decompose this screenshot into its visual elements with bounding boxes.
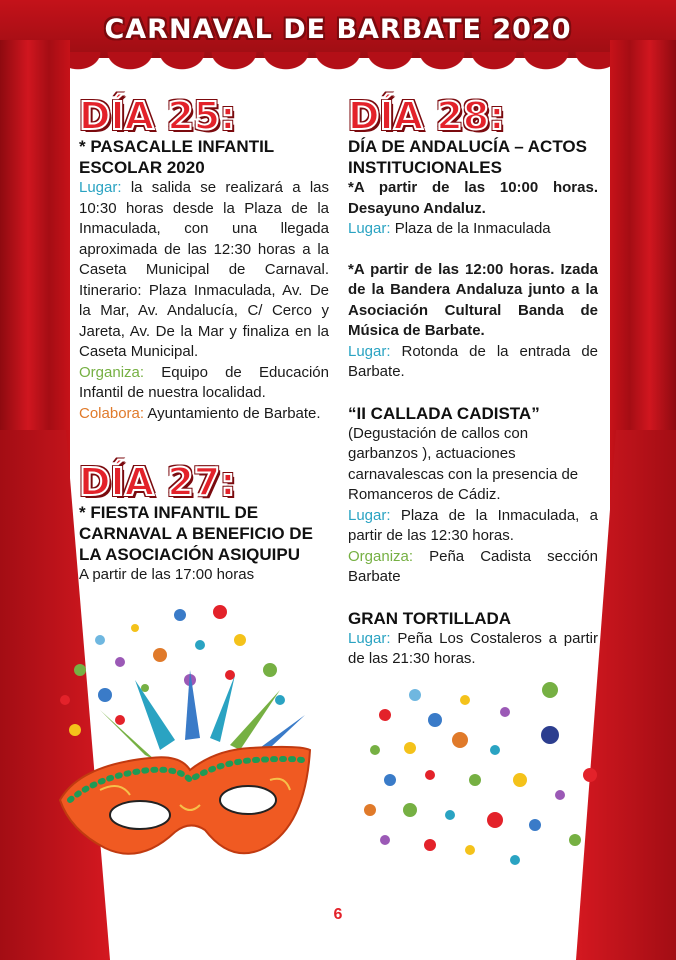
day-28-item-2-lugar xyxy=(348,342,598,383)
page-number: 6 xyxy=(333,906,343,923)
day-28-item-1-lugar xyxy=(348,219,598,240)
lugar-text: Plaza de la Inmaculada, a partir de las 12:30 horas. xyxy=(348,506,598,544)
day-25-title: * PASACALLE INFANTIL ESCOLAR 2020 xyxy=(79,137,274,177)
colabora-label: Colabora: xyxy=(79,404,145,422)
carnival-mask-icon xyxy=(40,600,330,880)
lugar-label: Lugar: xyxy=(348,342,391,360)
callada-organiza xyxy=(348,547,598,588)
lugar-text: Plaza de la Inmaculada xyxy=(390,220,551,237)
day-25-colabora xyxy=(79,404,329,425)
day-28-item-1: *A partir de las 10:00 horas. Desayuno Andaluz. xyxy=(348,179,598,217)
day-25-lugar xyxy=(79,178,329,363)
lugar-text: Peña Los Costaleros a partir de las 21:30 horas. xyxy=(348,629,598,667)
right-column xyxy=(348,96,598,670)
callada-title: “II CALLADA CADISTA” xyxy=(348,403,540,423)
lugar-label: Lugar: xyxy=(348,220,391,237)
lugar-label: Lugar: xyxy=(348,506,391,524)
lugar-text: Rotonda de la entrada de Barbate. xyxy=(348,342,598,380)
tortillada-lugar xyxy=(348,629,598,670)
lugar-text: la salida se realizará a las 10:30 horas desde la Plaza de la Inmaculada, con una llegada aproximada de las 12:30 horas a la Caseta Municipal de Carnaval. Itinerario: Plaza Inmaculada, Av. De la Mar, Av. Andalucía, C/ Cerco y Jareta, Av. De la Mar y finaliza en la Caseta Municipal. xyxy=(79,179,329,360)
lugar-label: Lugar: xyxy=(79,179,122,196)
day-27-title: * FIESTA INFANTIL DE CARNAVAL A BENEFICIO DE LA ASOCIACIÓN ASIQUIPU xyxy=(79,503,313,564)
callada-lugar xyxy=(348,506,598,547)
organiza-label: Organiza: xyxy=(348,547,414,565)
left-column xyxy=(79,96,329,586)
organiza-label: Organiza: xyxy=(79,363,145,381)
callada-text: (Degustación de callos con garbanzos ), actuaciones carnavalescas con la presencia de Romanceros de Cádiz. xyxy=(348,424,579,503)
day-25-organiza xyxy=(79,363,329,404)
day-27-heading: DÍA 27: xyxy=(79,460,236,504)
day-28-title: DÍA DE ANDALUCÍA – ACTOS INSTITUCIONALES xyxy=(348,137,587,177)
organiza-text: Peña Cadista sección Barbate xyxy=(348,547,598,585)
day-28-heading: DÍA 28: xyxy=(348,94,505,138)
day-28-item-2: *A partir de las 12:00 horas. Izada de la Bandera Andaluza junto a la Asociación Cultural Banda de Música de Barbate. xyxy=(348,260,598,339)
day-27-time: A partir de las 17:00 horas xyxy=(79,566,255,583)
organiza-text: Equipo de Educación Infantil de nuestra localidad. xyxy=(79,363,329,401)
tortillada-title: GRAN TORTILLADA xyxy=(348,608,512,628)
colabora-text: Ayuntamiento de Barbate. xyxy=(144,404,321,422)
confetti-icon xyxy=(355,680,605,870)
lugar-label: Lugar: xyxy=(348,629,391,647)
page-title: CARNAVAL DE BARBATE 2020 xyxy=(104,14,572,45)
day-25-heading: DÍA 25: xyxy=(79,94,236,138)
